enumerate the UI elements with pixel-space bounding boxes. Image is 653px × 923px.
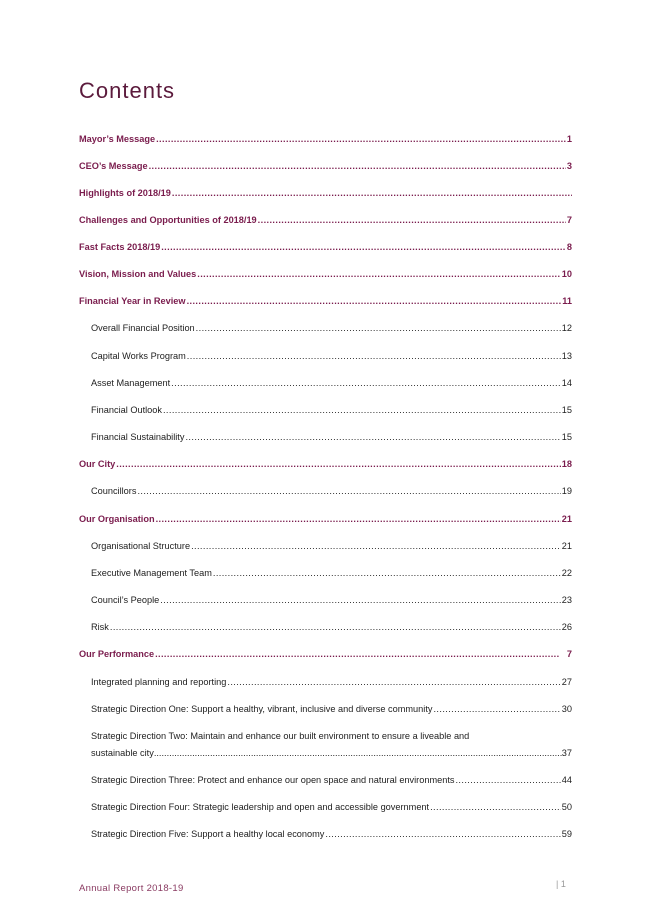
toc-leader [172,187,572,199]
toc-leader [149,160,566,172]
toc-page-number: 21 [561,514,572,524]
toc-page-number: 14 [561,378,572,388]
toc-entry-strategic-four[interactable] [91,801,572,813]
toc-page-number: 1 [566,134,572,144]
toc-leader [196,322,561,334]
toc-entry-title: Financial Year in Review [79,296,186,306]
toc-entry-financial-sustainability[interactable] [91,431,572,443]
toc-entry-highlights[interactable] [79,187,572,199]
toc-page-number: 19 [561,486,572,496]
toc-leader [154,747,562,759]
toc-leader [191,540,561,552]
toc-entry-overall-financial[interactable] [91,322,572,334]
toc-page-number: 3 [566,161,572,171]
toc-leader [163,404,561,416]
toc-page-number: 37 [561,748,572,758]
toc-page-number: 7 [566,215,572,225]
toc-page-number: 8 [566,242,572,252]
toc-entry-title: Executive Management Team [91,568,212,578]
toc-leader [433,703,560,715]
toc-page-number: 15 [561,405,572,415]
toc-page-number: 7 [566,649,572,659]
toc-entry-mayors-message[interactable] [79,133,572,145]
toc-entry-capital-works[interactable] [91,350,572,362]
toc-leader [116,458,561,470]
toc-entry-financial-outlook[interactable] [91,404,572,416]
toc-entry-executive-team[interactable] [91,567,572,579]
toc-leader [161,241,566,253]
toc-entry-vision[interactable] [79,268,572,280]
toc-entry-title: Councillors [91,486,137,496]
toc-leader [227,676,560,688]
toc-entry-title: Our Performance [79,649,155,659]
toc-entry-integrated-planning[interactable] [91,676,572,688]
toc-entry-title-continued: sustainable city [91,748,154,758]
toc-entry-title: Risk [91,622,109,632]
toc-entry-our-organisation[interactable] [79,513,572,525]
toc-leader [156,133,566,145]
toc-entry-title: Organisational Structure [91,541,191,551]
toc-page-number: 27 [561,677,572,687]
toc-leader [258,214,566,226]
toc-leader [156,513,561,525]
toc-leader [185,431,560,443]
toc-entry-fast-facts[interactable] [79,241,572,253]
toc-page-number: 26 [561,622,572,632]
toc-entry-risk[interactable] [91,621,572,633]
toc-leader [160,594,560,606]
toc-entry-title: Strategic Direction One: Support a healthy, vibrant, inclusive and diverse community [91,704,433,714]
toc-entry-ceos-message[interactable] [79,160,572,172]
toc-entry-title: Strategic Direction Two: Maintain and enhance our built environment to ensure a liveable and [91,731,470,741]
toc-leader [155,648,559,660]
toc-entry-strategic-one[interactable] [91,703,572,715]
toc-entry-title: Asset Management [91,378,171,388]
toc-leader [171,377,561,389]
toc-leader [455,774,560,786]
toc-page-number: 23 [561,595,572,605]
toc-entry-title: Strategic Direction Four: Strategic leadership and open and accessible government [91,802,430,812]
toc-page-number: 11 [562,296,572,306]
toc-leader [430,801,561,813]
toc-entry-councillors[interactable] [91,485,572,497]
toc-entry-strategic-two[interactable] [91,730,572,759]
toc-entry-our-performance[interactable] [79,648,572,660]
toc-leader [137,485,560,497]
toc-page-number: 50 [561,802,572,812]
toc-page-number: 15 [561,432,572,442]
toc-entry-title: Vision, Mission and Values [79,269,197,279]
toc-page-number: 22 [561,568,572,578]
toc-entry-title: Financial Sustainability [91,432,185,442]
toc-leader [325,828,560,840]
toc-page-number: 59 [561,829,572,839]
toc-leader [187,295,562,307]
toc-entry-title: Mayor’s Message [79,134,156,144]
toc-page-number: 21 [561,541,572,551]
toc-page-number: 44 [561,775,572,785]
toc-entry-title: Strategic Direction Three: Protect and enhance our open space and natural environments [91,775,455,785]
toc-entry-our-city[interactable] [79,458,572,470]
footer-report-title: Annual Report 2018-19 [79,883,184,894]
toc-entry-councils-people[interactable] [91,594,572,606]
toc-entry-title: CEO’s Message [79,161,148,171]
toc-page-number: 18 [561,459,572,469]
toc-leader [187,350,561,362]
toc-leader [213,567,561,579]
toc-entry-title: Council’s People [91,595,160,605]
toc-entry-title: Highlights of 2018/19 [79,188,171,198]
toc-entry-title: Our City [79,459,116,469]
toc-entry-strategic-five[interactable] [91,828,572,840]
toc-entry-title: Capital Works Program [91,351,186,361]
toc-entry-asset-management[interactable] [91,377,572,389]
toc-entry-title: Challenges and Opportunities of 2018/19 [79,215,257,225]
toc-page-number: 12 [561,323,572,333]
toc-leader [110,621,561,633]
toc-entry-title: Fast Facts 2018/19 [79,242,161,252]
toc-entry-title: Our Organisation [79,514,155,524]
toc-page-number: 10 [561,269,572,279]
toc-entry-title: Strategic Direction Five: Support a healthy local economy [91,829,325,839]
toc-leader [197,268,561,280]
toc-entry-strategic-three[interactable] [91,774,572,786]
toc-page-number: 13 [561,351,572,361]
toc-entry-organisational-structure[interactable] [91,540,572,552]
footer-page-number: | 1 [556,879,566,889]
toc-entry-title: Financial Outlook [91,405,162,415]
toc-entry-title: Integrated planning and reporting [91,677,227,687]
page-title: Contents [79,78,176,103]
toc-entry-title: Overall Financial Position [91,323,195,333]
toc-entry-financial-year[interactable] [79,295,572,307]
toc-entry-challenges[interactable] [79,214,572,226]
toc-page-number: 30 [561,704,572,714]
